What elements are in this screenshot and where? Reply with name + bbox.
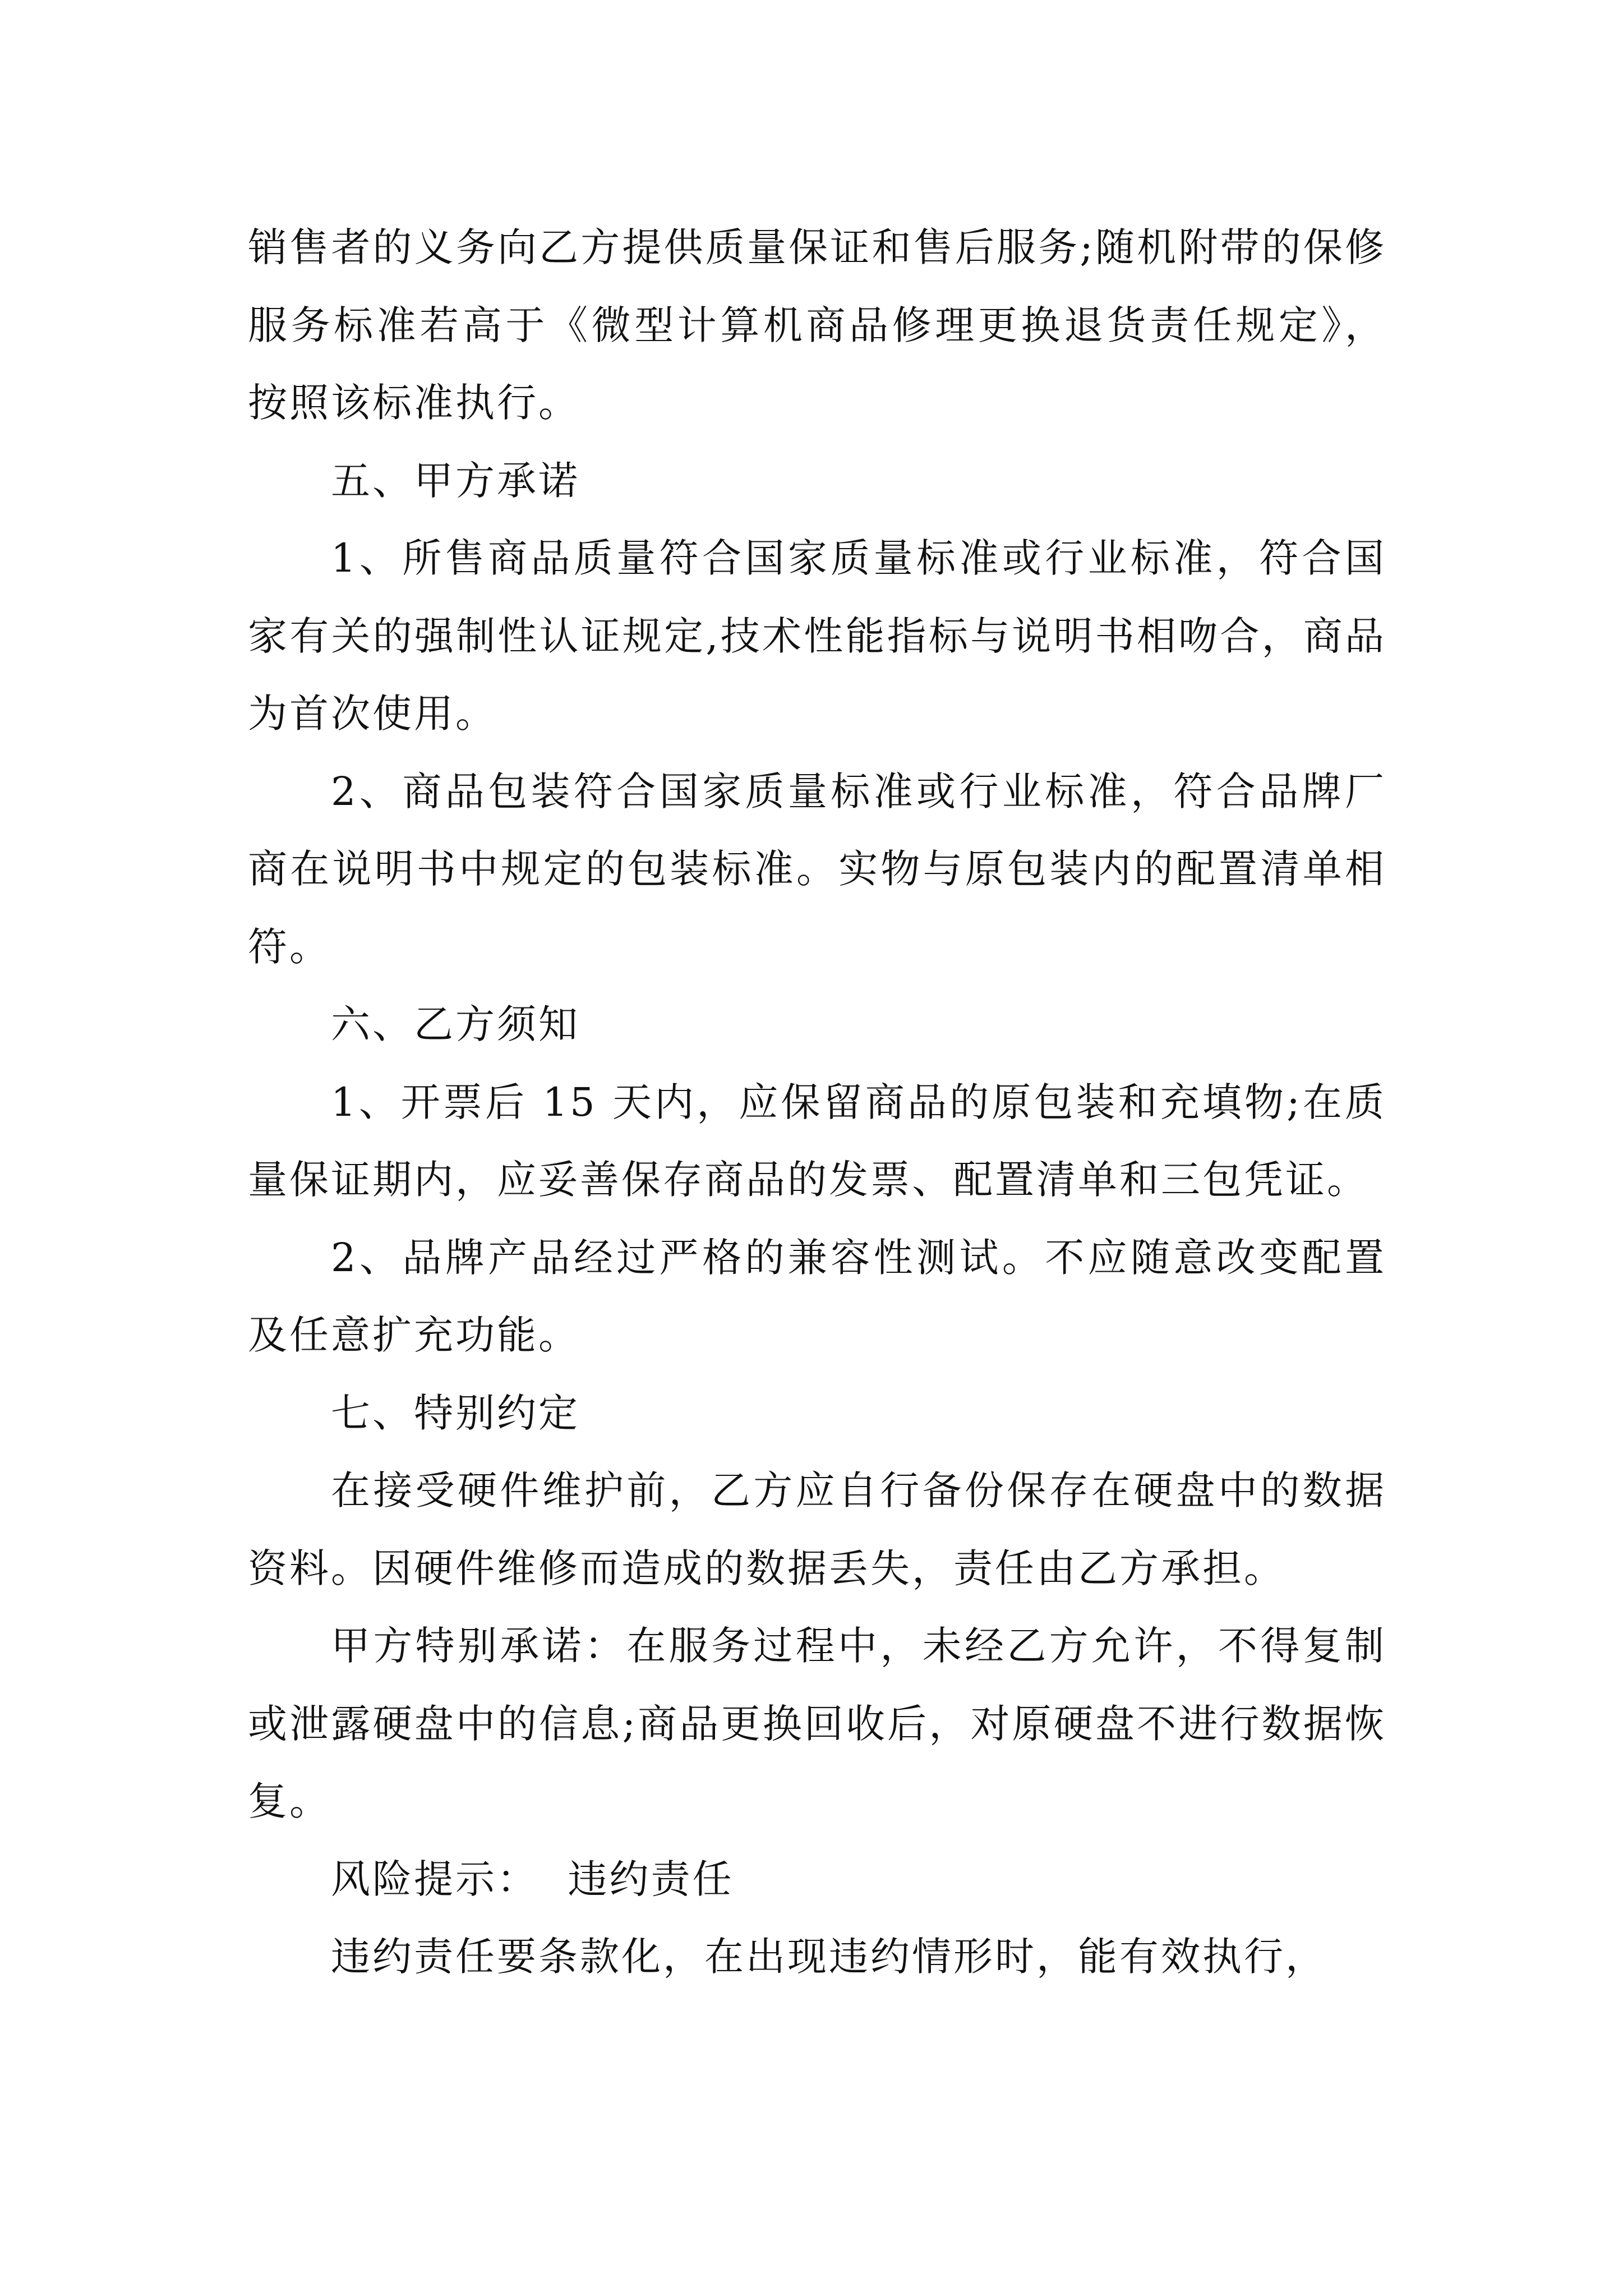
paragraph-five-1: 1、所售商品质量符合国家质量标准或行业标准，符合国家有关的强制性认证规定,技术性能指标与说明书相吻合，商品为首次使用。 <box>248 535 1386 737</box>
section-heading-five: 五、甲方承诺 <box>331 457 580 504</box>
risk-heading: 风险提示： 违约责任 <box>331 1856 734 1902</box>
paragraph-five-2: 2、商品包装符合国家质量标准或行业标准，符合品牌厂商在说明书中规定的包装标准。实物与原包装内的配置清单相符。 <box>248 768 1386 970</box>
section-heading-seven: 七、特别约定 <box>331 1389 580 1436</box>
paragraph-seven-2: 甲方特别承诺：在服务过程中，未经乙方允许，不得复制或泄露硬盘中的信息;商品更换回收后，对原硬盘不进行数据恢复。 <box>248 1623 1386 1824</box>
paragraph-six-2: 2、品牌产品经过严格的兼容性测试。不应随意改变配置及任意扩充功能。 <box>248 1234 1386 1358</box>
paragraph-seven-1: 在接受硬件维护前，乙方应自行备份保存在硬盘中的数据资料。因硬件维修而造成的数据丢失，责任由乙方承担。 <box>248 1467 1386 1591</box>
section-heading-six: 六、乙方须知 <box>331 1001 580 1047</box>
paragraph-continuation: 销售者的义务向乙方提供质量保证和售后服务;随机附带的保修服务标准若高于《微型计算机商品修理更换退货责任规定》，按照该标准执行。 <box>248 224 1386 426</box>
document-body <box>248 209 1386 1996</box>
paragraph-risk-1: 违约责任要条款化，在出现违约情形时，能有效执行， <box>331 1934 1327 1980</box>
paragraph-six-1: 1、开票后 15 天内，应保留商品的原包装和充填物;在质量保证期内，应妥善保存商品的发票、配置清单和三包凭证。 <box>248 1079 1386 1203</box>
